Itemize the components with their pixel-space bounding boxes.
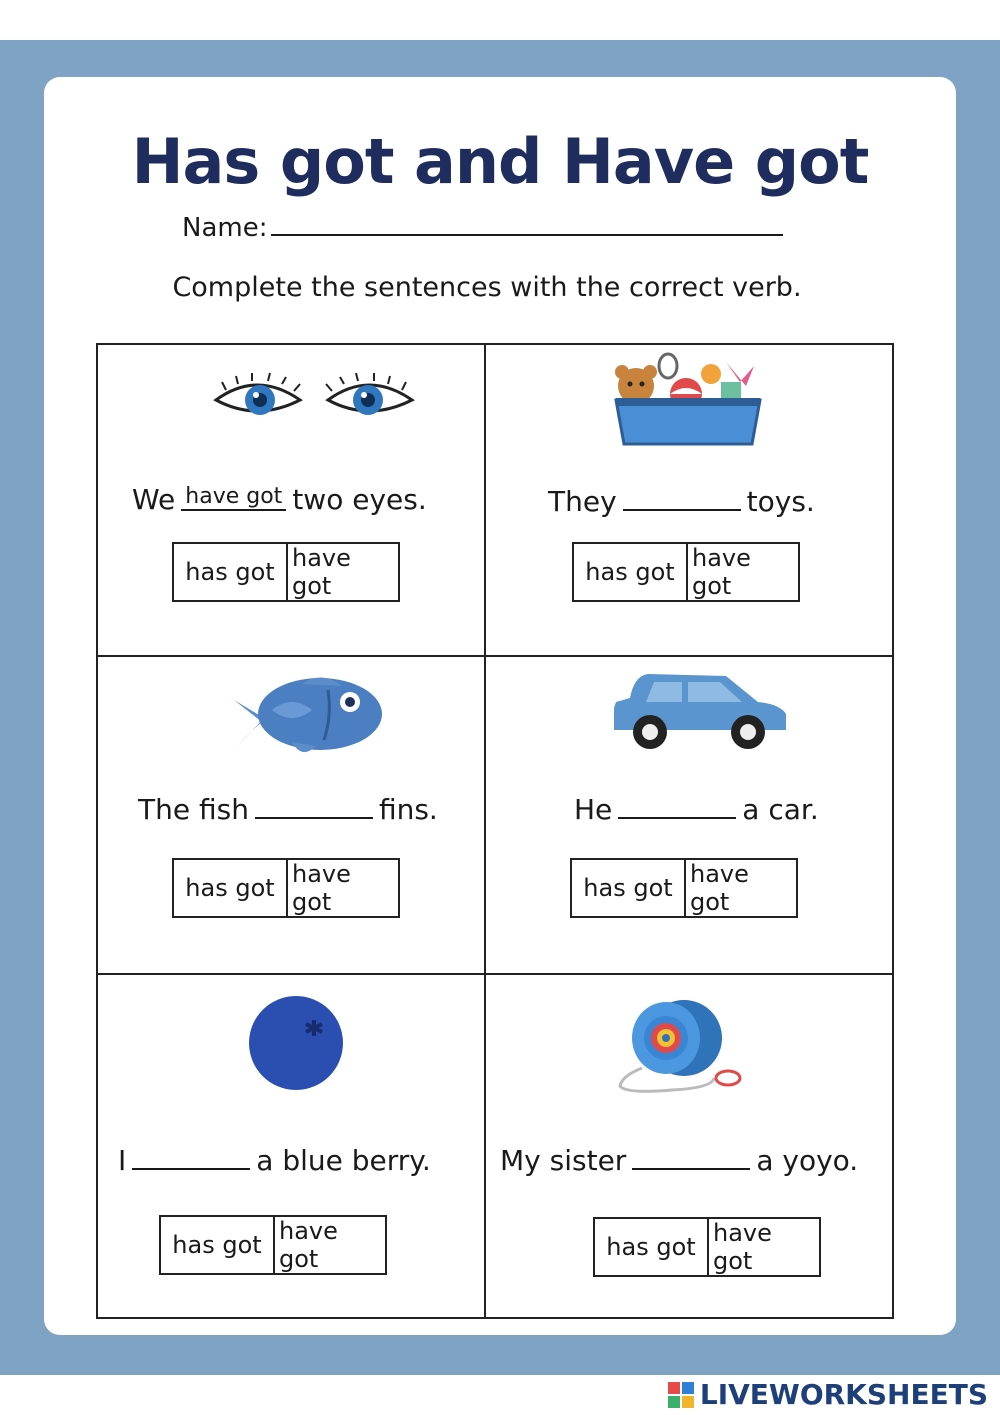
- choice-have-got[interactable]: have got: [692, 544, 751, 600]
- sentence-1-end: two eyes.: [292, 483, 427, 516]
- sentence-2-end: toys.: [746, 485, 815, 518]
- name-underline[interactable]: [271, 234, 783, 236]
- grid-divider-row-2: [96, 973, 894, 975]
- blueberry-icon: [248, 996, 346, 1092]
- sentence-6-end: a yoyo.: [756, 1144, 859, 1177]
- yoyo-icon: [612, 998, 746, 1098]
- brand-logo: [668, 1378, 988, 1411]
- choice-has-got[interactable]: has got: [174, 860, 288, 916]
- sentence-6-start: My sister: [500, 1144, 627, 1177]
- sentence-5-end: a blue berry.: [256, 1144, 431, 1177]
- brand-text: LIVEWORKSHEETS: [699, 1378, 988, 1411]
- answer-6[interactable]: [632, 1146, 750, 1170]
- answer-5[interactable]: [132, 1146, 250, 1170]
- choice-have-got[interactable]: have got: [279, 1217, 338, 1273]
- instruction-text: Complete the sentences with the correct verb.: [172, 272, 802, 303]
- sentence-6: [500, 1144, 858, 1177]
- choices-1: [172, 542, 400, 602]
- answer-3[interactable]: [255, 795, 373, 819]
- toys-icon: [606, 352, 770, 452]
- sentence-5: [118, 1144, 431, 1177]
- sentence-1-start: We: [132, 483, 176, 516]
- name-label: Name:: [182, 213, 268, 243]
- sentence-3-end: fins.: [378, 793, 438, 826]
- fish-icon: [232, 670, 386, 762]
- sentence-2-start: They: [548, 485, 617, 518]
- sentence-3: [138, 793, 438, 826]
- sentence-3-start: The fish: [138, 793, 249, 826]
- answer-2[interactable]: [623, 487, 741, 511]
- sentence-5-start: I: [118, 1144, 127, 1177]
- choice-have-got[interactable]: have got: [713, 1219, 772, 1275]
- choice-has-got[interactable]: has got: [161, 1217, 275, 1273]
- sentence-4: [574, 793, 819, 826]
- name-field[interactable]: [182, 213, 783, 243]
- answer-4[interactable]: [618, 795, 736, 819]
- choices-3: [172, 858, 400, 918]
- choices-6: [593, 1217, 821, 1277]
- worksheet-title: Has got and Have got: [131, 125, 869, 198]
- sentence-4-end: a car.: [742, 793, 819, 826]
- choice-has-got[interactable]: has got: [174, 544, 288, 600]
- sentence-4-start: He: [574, 793, 613, 826]
- choice-have-got[interactable]: have got: [292, 860, 351, 916]
- choices-2: [572, 542, 800, 602]
- choice-has-got[interactable]: has got: [572, 860, 686, 916]
- choices-5: [159, 1215, 387, 1275]
- sentence-1: [132, 483, 427, 517]
- grid-divider-vertical: [484, 343, 486, 1319]
- choice-have-got[interactable]: have got: [292, 544, 351, 600]
- answer-1[interactable]: have got: [181, 484, 286, 511]
- choice-has-got[interactable]: has got: [574, 544, 688, 600]
- car-icon: [608, 668, 792, 754]
- grid-divider-row-1: [96, 655, 894, 657]
- choices-4: [570, 858, 798, 918]
- liveworksheets-logo-icon: [668, 1382, 694, 1408]
- sentence-2: [548, 485, 815, 518]
- choice-have-got[interactable]: have got: [690, 860, 749, 916]
- choice-has-got[interactable]: has got: [595, 1219, 709, 1275]
- eyes-icon: [212, 372, 416, 428]
